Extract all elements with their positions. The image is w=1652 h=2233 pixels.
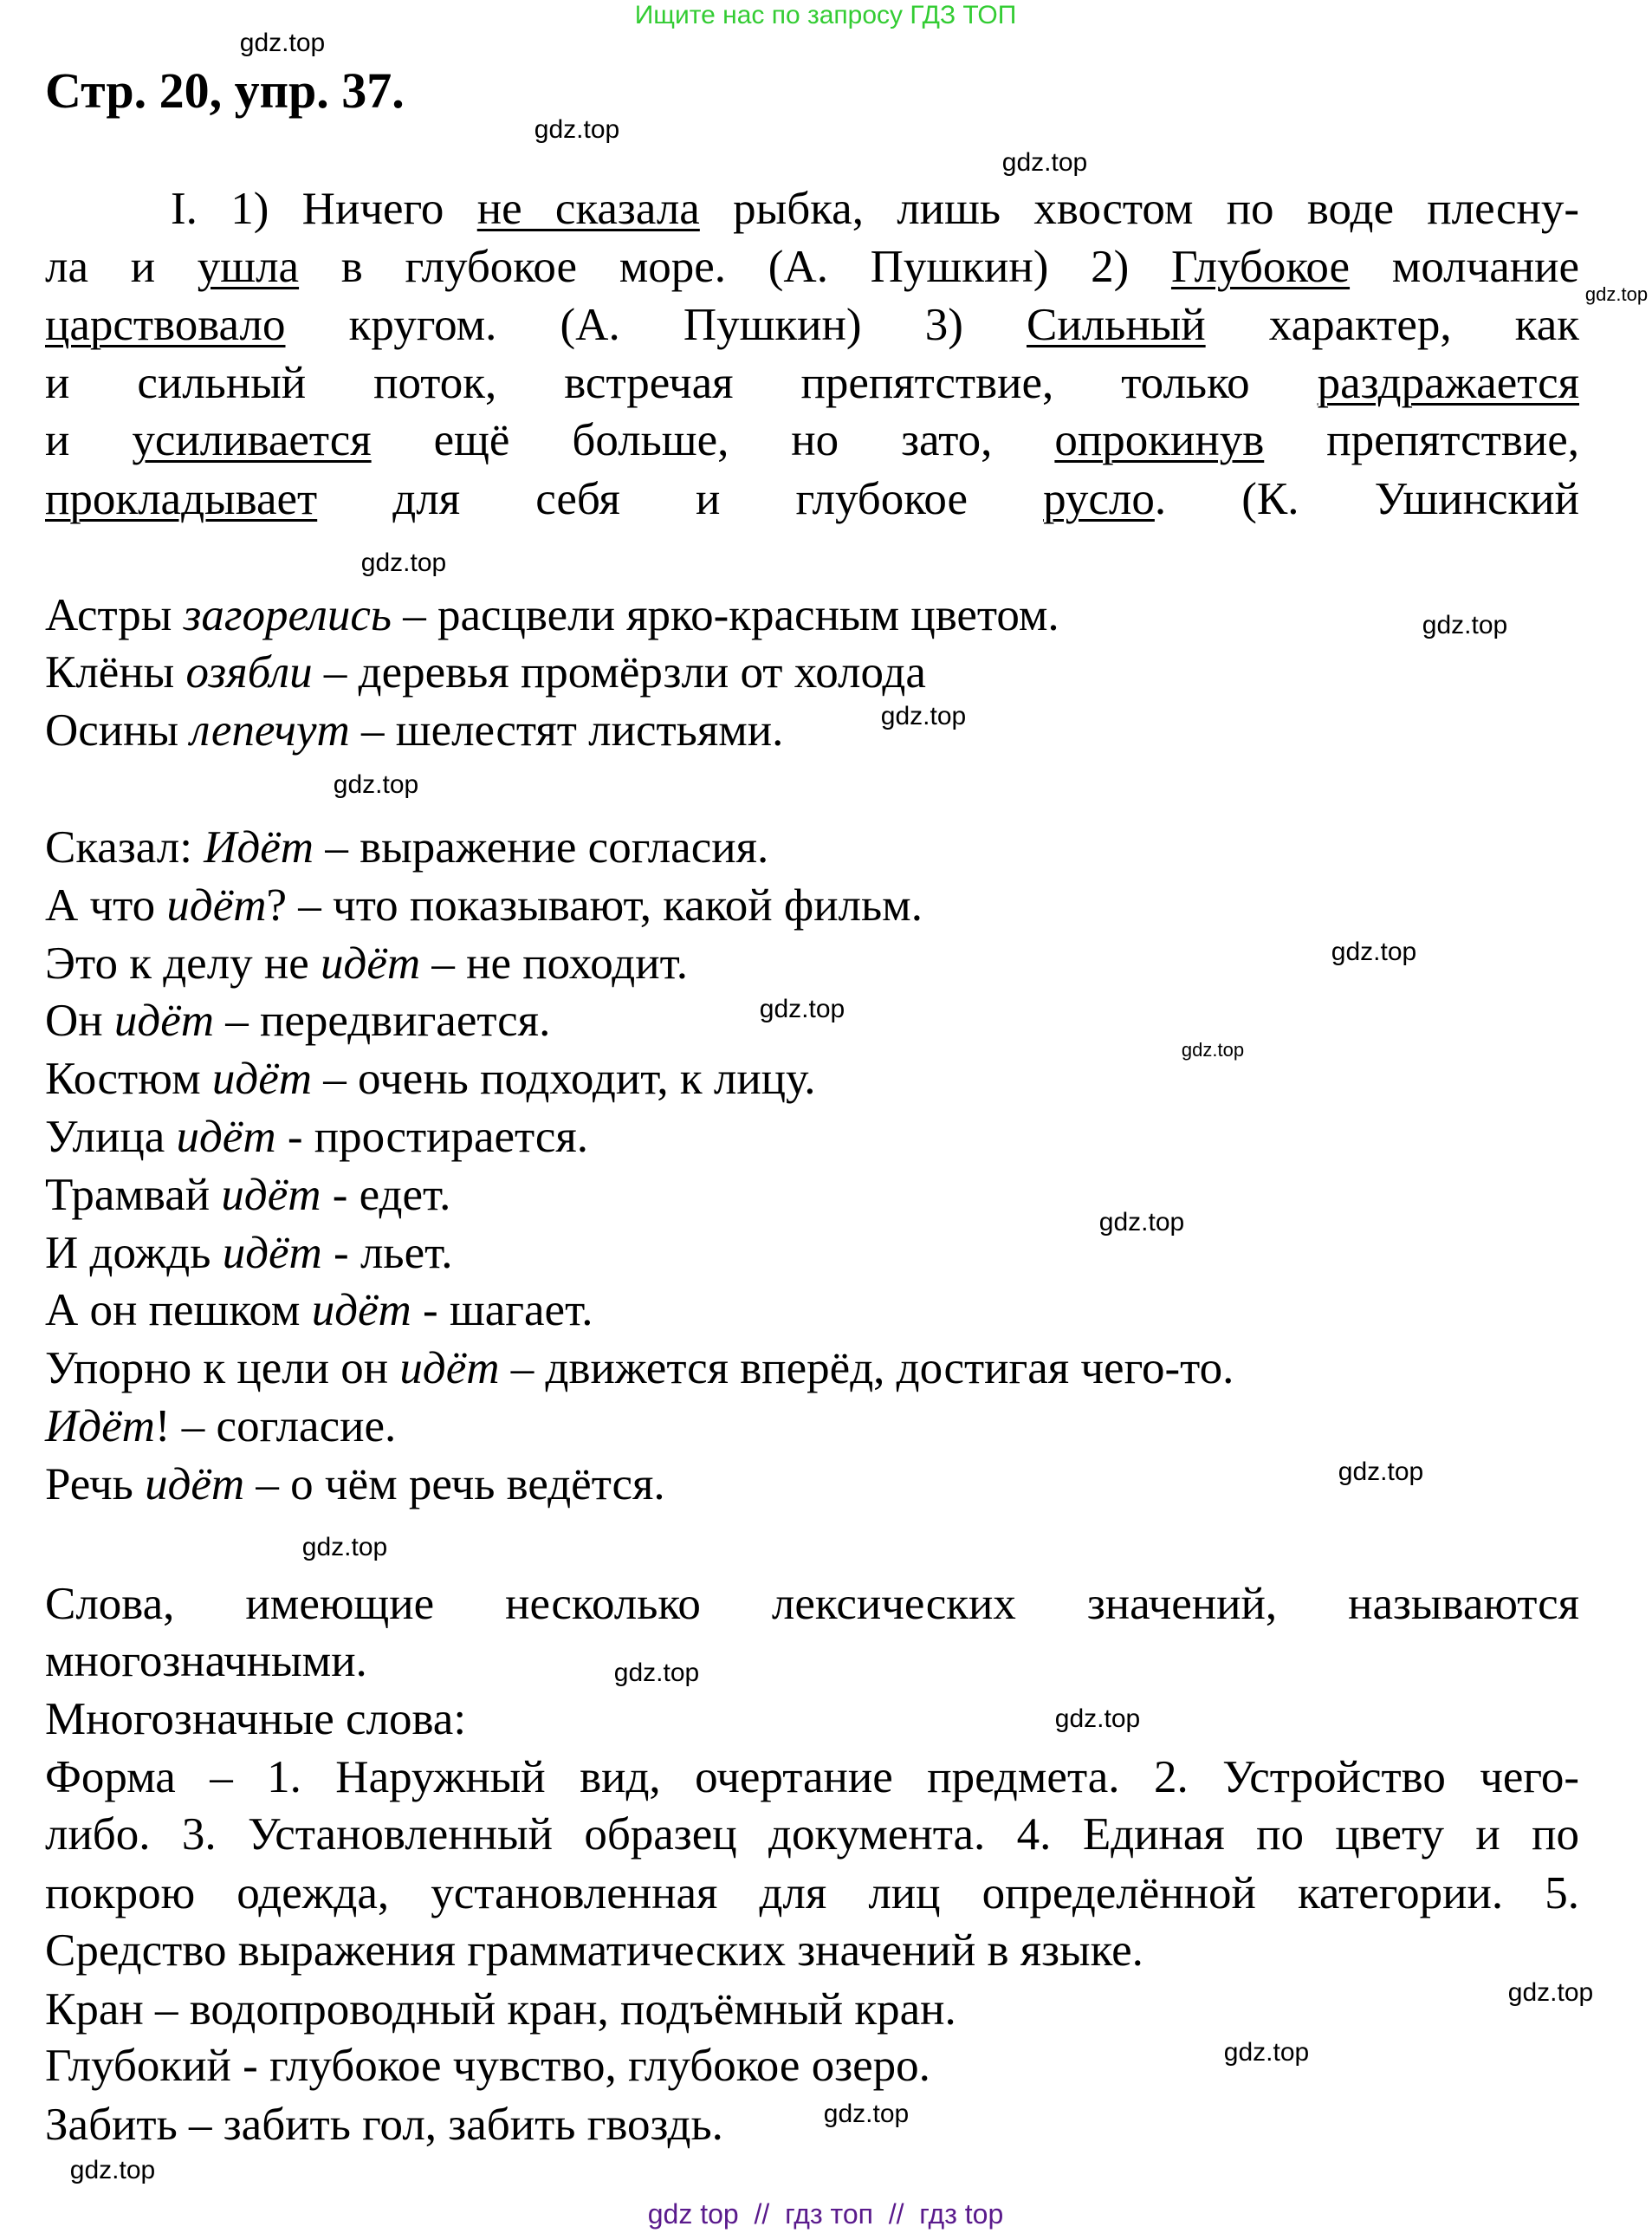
- underlined-word: раздражается: [1317, 358, 1579, 408]
- text-segment: препятствие,: [1264, 415, 1579, 465]
- underlined-word: опрокинув: [1054, 415, 1265, 465]
- text-line: [45, 355, 1579, 411]
- text-segment: - едет.: [321, 1170, 451, 1220]
- text-segment: Кран – водопроводный кран, подъёмный кран.: [45, 1984, 956, 2035]
- watermark: gdz.top: [1054, 1704, 1141, 1733]
- watermark: gdz.top: [239, 29, 326, 57]
- text-segment: и: [45, 415, 133, 465]
- text-segment: Забить – забить гол, забить гвоздь.: [45, 2100, 723, 2150]
- text-segment: – деревья промёрзли от холода: [312, 647, 926, 698]
- text-segment: и сильный поток, встречая препятствие, только: [45, 358, 1318, 408]
- italic-word: озябли: [185, 647, 313, 698]
- text-line: [45, 1691, 466, 1747]
- watermark: gdz.top: [360, 549, 447, 577]
- text-segment: – о чём речь ведётся.: [244, 1459, 665, 1509]
- text-line: [45, 239, 1579, 295]
- footer-links[interactable]: gdz top // гдз топ // гдз top: [647, 2198, 1004, 2230]
- text-line: [45, 1457, 665, 1512]
- watermark: gdz.top: [1584, 283, 1649, 305]
- italic-word: идёт: [321, 938, 421, 989]
- watermark: gdz.top: [823, 2100, 910, 2128]
- text-segment: - простирается.: [275, 1112, 588, 1162]
- text-line: [45, 1807, 1579, 1862]
- italic-word: идёт: [399, 1343, 500, 1393]
- text-line: [45, 1749, 1579, 1805]
- underlined-word: прокладывает: [45, 474, 318, 524]
- italic-word: загорелись: [183, 590, 392, 640]
- text-segment: А что: [45, 880, 167, 931]
- text-line: [45, 1109, 588, 1165]
- text-segment: – шелестят листьями.: [349, 705, 784, 756]
- watermark: gdz.top: [1181, 1039, 1245, 1061]
- underlined-word: Глубокое: [1170, 242, 1351, 292]
- text-line: [45, 1866, 1579, 1921]
- underlined-word: ушла: [197, 242, 300, 292]
- text-line: [45, 2038, 930, 2093]
- italic-word: идёт: [176, 1112, 276, 1162]
- text-segment: Астры: [45, 590, 184, 640]
- italic-word: идёт: [221, 1170, 321, 1220]
- text-segment: характер, как: [1205, 300, 1579, 350]
- watermark: gdz.top: [1422, 611, 1508, 639]
- underlined-word: не сказала: [476, 184, 700, 234]
- text-line: [45, 1225, 453, 1281]
- text-segment: – выражение согласия.: [314, 822, 769, 873]
- underlined-word: царствовало: [45, 300, 286, 350]
- text-segment: многозначными.: [45, 1636, 367, 1686]
- text-segment: ! – согласие.: [154, 1401, 397, 1451]
- text-segment: Многозначные слова:: [45, 1694, 467, 1744]
- text-segment: – передвигается.: [214, 996, 551, 1046]
- text-line: [45, 2097, 723, 2152]
- text-line: [45, 1340, 1234, 1396]
- text-segment: – движется вперёд, достигая чего-то.: [499, 1343, 1234, 1393]
- text-segment: покрою одежда, установленная для лиц определённой категории. 5.: [45, 1868, 1579, 1918]
- text-segment: И дождь: [45, 1228, 223, 1278]
- italic-word: идёт: [145, 1459, 245, 1509]
- text-line: [45, 587, 1059, 643]
- italic-word: идёт: [113, 996, 214, 1046]
- text-line: [45, 181, 1579, 237]
- italic-word: идёт: [311, 1285, 411, 1335]
- text-segment: Сказал:: [45, 822, 204, 873]
- text-segment: - шагает.: [411, 1285, 593, 1335]
- text-line: [45, 412, 1579, 468]
- text-line: [45, 1576, 1579, 1632]
- text-line: [45, 1982, 956, 2037]
- text-segment: рыбка, лишь хвостом по воде плесну-: [699, 184, 1579, 234]
- text-segment: Это к делу не: [45, 938, 321, 989]
- italic-word: лепечут: [190, 705, 350, 756]
- text-segment: – очень подходит, к лицу.: [312, 1054, 816, 1104]
- text-line: [45, 645, 926, 700]
- underlined-word: русло: [1043, 474, 1155, 524]
- text-segment: Он: [45, 996, 114, 1046]
- text-segment: ? – что показывают, какой фильм.: [266, 880, 923, 931]
- text-line: [45, 1051, 816, 1107]
- text-line: [45, 993, 550, 1048]
- page-title: Стр. 20, упр. 37.: [45, 62, 405, 119]
- text-segment: Форма – 1. Наружный вид, очертание предмета. 2. Устройство чего-: [45, 1752, 1579, 1802]
- text-segment: I. 1) Ничего: [171, 184, 477, 234]
- text-segment: ещё больше, но зато,: [371, 415, 1055, 465]
- text-segment: Костюм: [45, 1054, 212, 1104]
- text-line: [45, 1167, 450, 1223]
- text-segment: – не походит.: [420, 938, 689, 989]
- text-segment: Осины: [45, 705, 191, 756]
- search-banner: Ищите нас по запросу ГДЗ ТОП: [634, 1, 1017, 29]
- text-line: [45, 1282, 593, 1338]
- watermark: gdz.top: [301, 1533, 388, 1561]
- watermark: gdz.top: [534, 115, 620, 144]
- text-line: [45, 1633, 367, 1689]
- watermark: gdz.top: [759, 995, 845, 1023]
- italic-word: идёт: [222, 1228, 322, 1278]
- watermark: gdz.top: [1338, 1457, 1424, 1486]
- text-segment: А он пешком: [45, 1285, 312, 1335]
- watermark: gdz.top: [880, 702, 967, 730]
- text-line: [45, 703, 783, 758]
- text-segment: Упорно к цели он: [45, 1343, 400, 1393]
- watermark: gdz.top: [1001, 148, 1088, 177]
- italic-word: идёт: [166, 880, 267, 931]
- italic-word: идёт: [211, 1054, 313, 1104]
- watermark: gdz.top: [1223, 2038, 1310, 2067]
- text-segment: Трамвай: [45, 1170, 222, 1220]
- text-segment: Клёны: [45, 647, 186, 698]
- text-segment: Слова, имеющие несколько лексических значений, называются: [45, 1579, 1579, 1629]
- underlined-word: Сильный: [1026, 300, 1206, 350]
- text-segment: кругом. (А. Пушкин) 3): [285, 300, 1027, 350]
- text-line: [45, 297, 1579, 353]
- text-segment: Улица: [45, 1112, 177, 1162]
- watermark: gdz.top: [333, 770, 419, 799]
- text-line: [45, 820, 768, 875]
- text-segment: Средство выражения грамматических значений в языке.: [45, 1925, 1143, 1976]
- text-segment: Речь: [45, 1459, 146, 1509]
- watermark: gdz.top: [69, 2156, 156, 2184]
- text-segment: . (К. Ушинский: [1154, 474, 1579, 524]
- text-segment: либо. 3. Установленный образец документа. 4. Единая по цвету и по: [45, 1809, 1579, 1860]
- italic-word: Идёт: [204, 822, 314, 873]
- underlined-word: усиливается: [132, 415, 372, 465]
- italic-word: Идёт: [45, 1401, 155, 1451]
- text-line: [45, 471, 1579, 527]
- text-line: [45, 1399, 396, 1454]
- watermark: gdz.top: [1331, 938, 1417, 966]
- text-segment: Глубокий - глубокое чувство, глубокое озеро.: [45, 2041, 930, 2091]
- text-segment: – расцвели ярко-красным цветом.: [391, 590, 1059, 640]
- text-line: [45, 936, 688, 991]
- text-segment: для себя и глубокое: [317, 474, 1044, 524]
- text-line: [45, 878, 923, 933]
- text-segment: в глубокое море. (А. Пушкин) 2): [299, 242, 1171, 292]
- text-segment: - льет.: [321, 1228, 453, 1278]
- watermark: gdz.top: [1098, 1208, 1185, 1237]
- text-segment: ла и: [45, 242, 198, 292]
- watermark: gdz.top: [613, 1659, 700, 1687]
- text-line: [45, 1923, 1143, 1978]
- text-segment: молчание: [1350, 242, 1579, 292]
- watermark: gdz.top: [1507, 1978, 1594, 2007]
